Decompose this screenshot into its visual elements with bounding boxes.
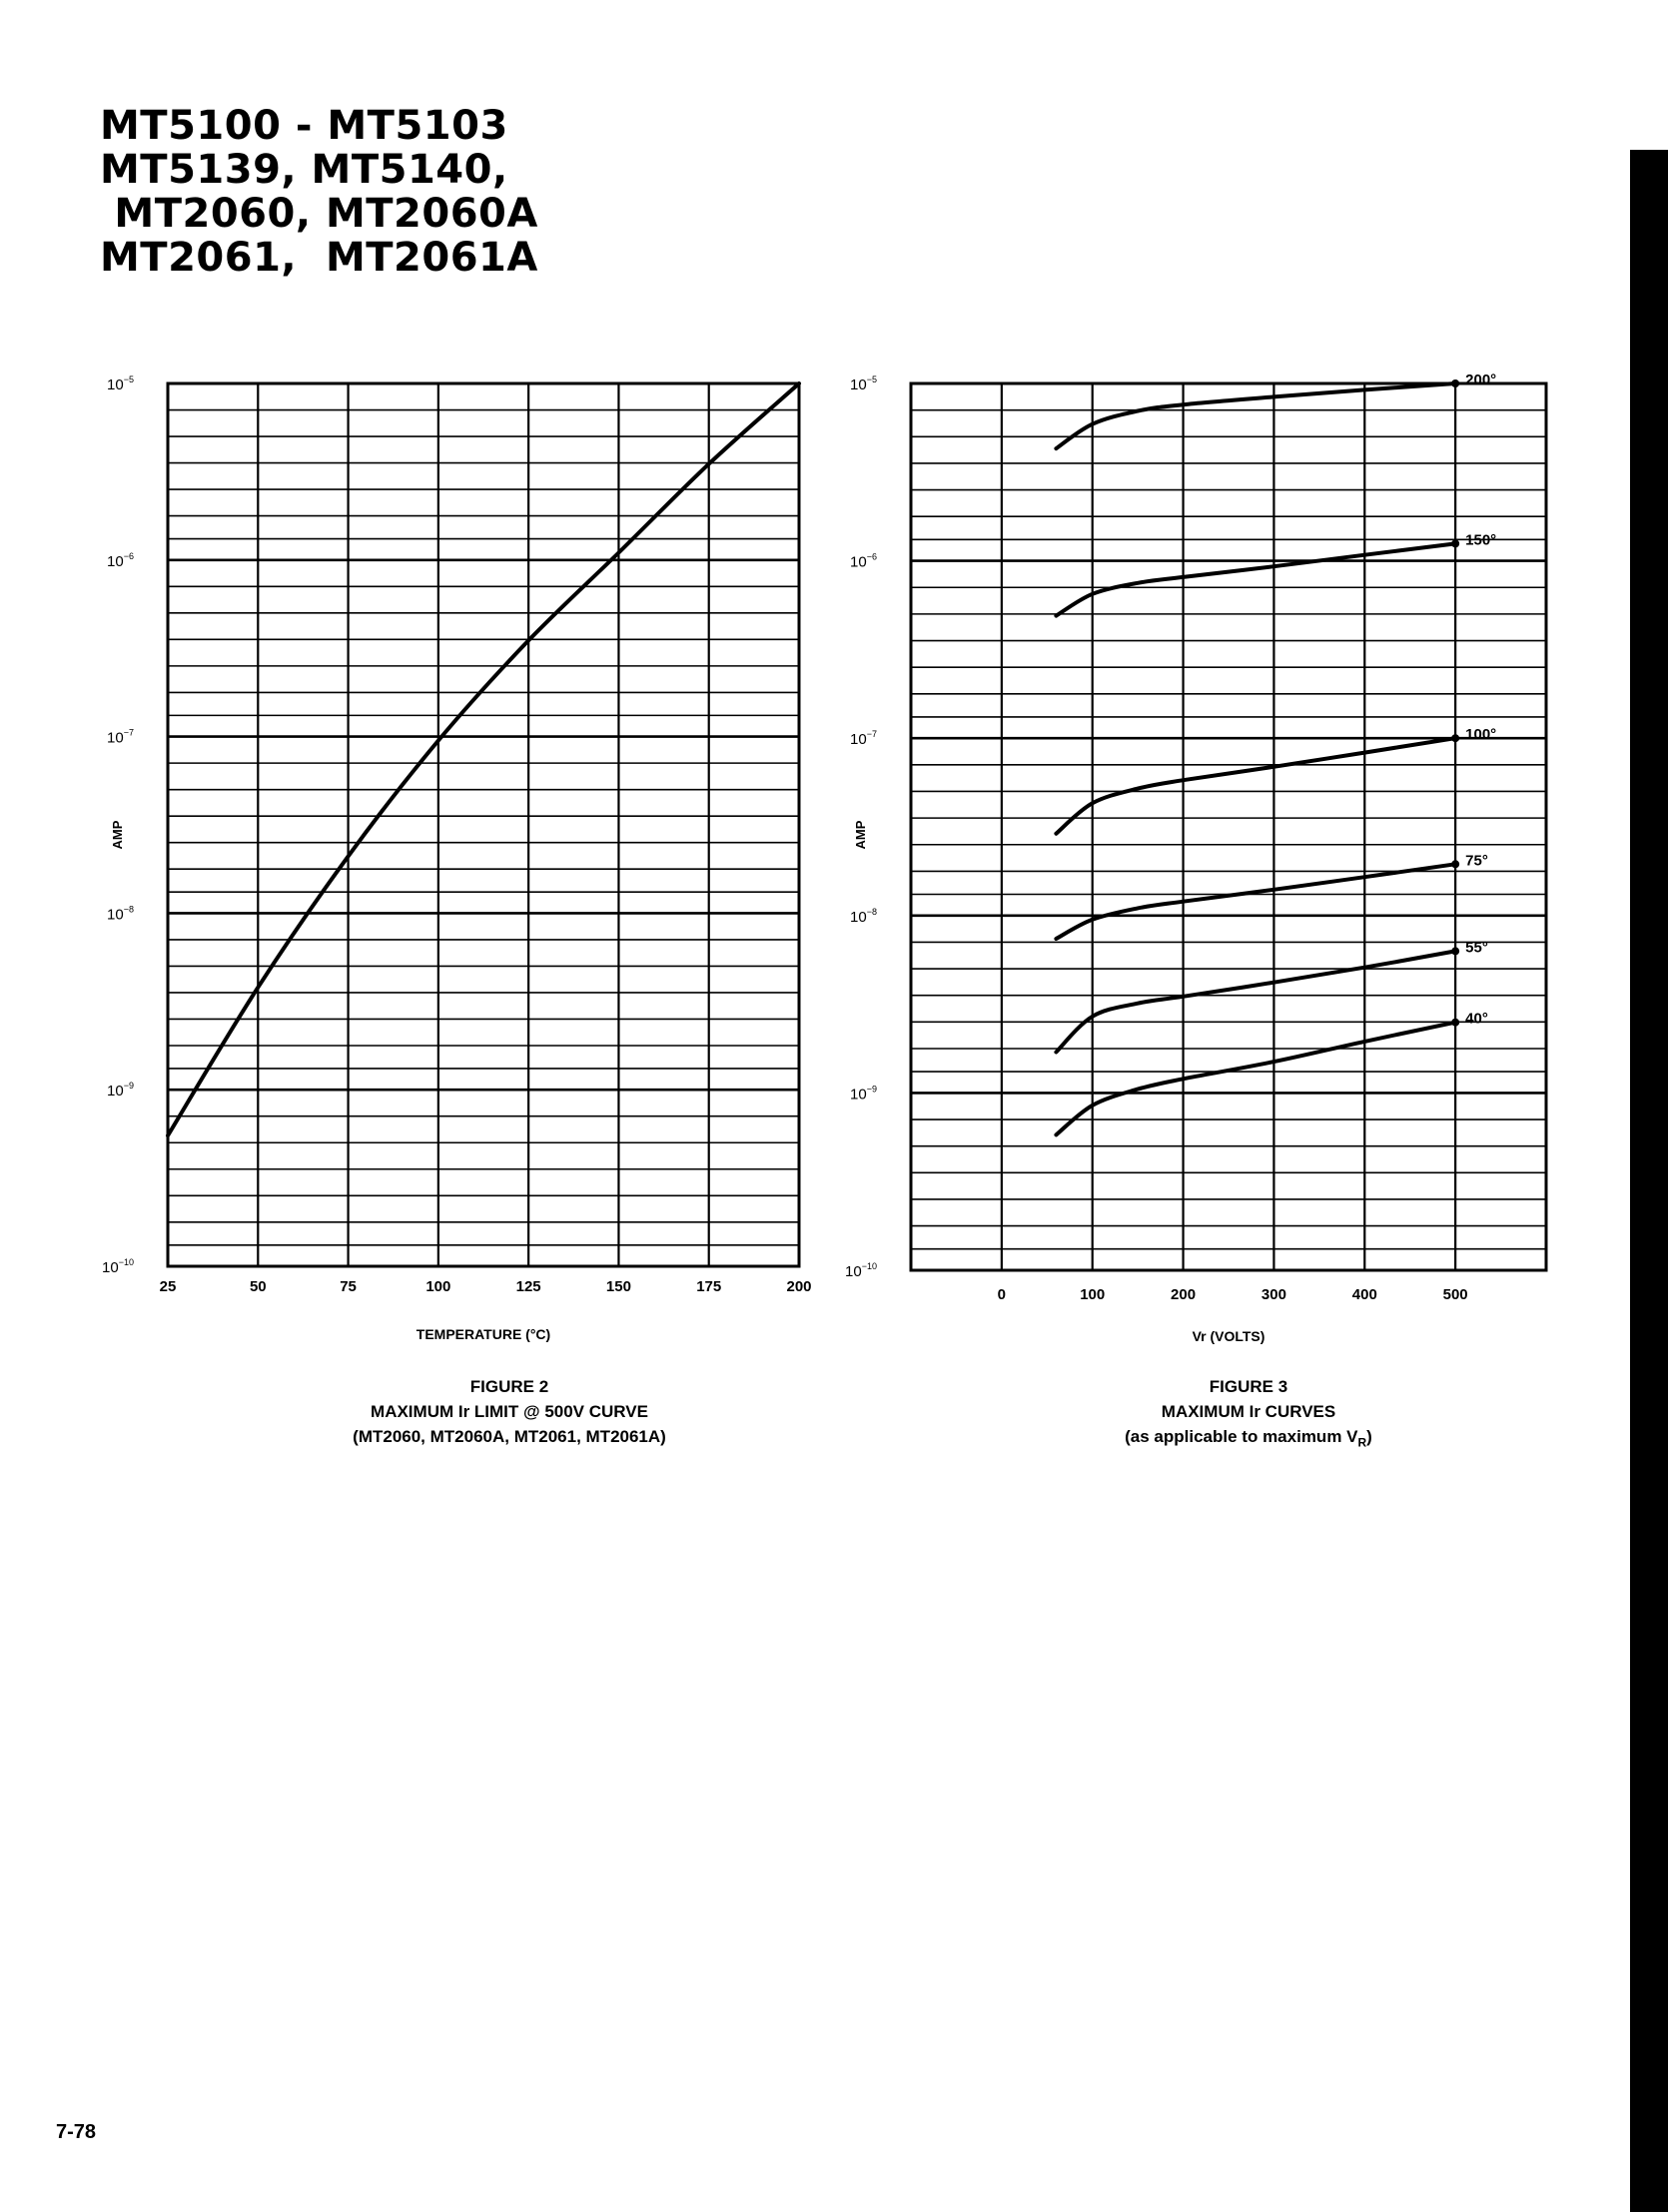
series-line-40c (1056, 1023, 1455, 1135)
y-tick-label: $10^{-6}$ (850, 551, 877, 571)
y-tick-label: $10^{-8}$ (107, 904, 134, 924)
page-number: 7-78 (56, 2121, 97, 2143)
y-tick-label: $10^{-7}$ (107, 727, 134, 747)
y-axis-label: AMP (110, 820, 125, 850)
x-tick-label: 200 (786, 1278, 812, 1295)
figure-2-title: MAXIMUM Ir LIMIT @ 500V CURVE (371, 1402, 648, 1421)
x-tick-label: 100 (1080, 1286, 1106, 1303)
figure-2-note: (MT2060, MT2060A, MT2061, MT2061A) (353, 1427, 666, 1446)
x-tick-label: 25 (159, 1278, 177, 1295)
series-line-100c (1056, 738, 1455, 834)
series-end-dot (1451, 379, 1459, 387)
x-tick-label: 75 (340, 1278, 357, 1295)
x-tick-label: 300 (1260, 1286, 1286, 1303)
series-line-200c (1056, 383, 1455, 448)
y-tick-label: $10^{-7}$ (850, 729, 877, 749)
series-label: 55° (1465, 939, 1488, 957)
figure-3-number: FIGURE 3 (1209, 1377, 1288, 1396)
figure-3-title: MAXIMUM Ir CURVES (1161, 1402, 1336, 1421)
title-line-1: MT5100 - MT5103 (100, 103, 508, 149)
x-axis-label: Vr (VOLTS) (1192, 1328, 1265, 1344)
x-tick-label: 50 (249, 1278, 267, 1295)
series-label: 100° (1465, 726, 1497, 744)
series-line-75c (1056, 864, 1455, 939)
x-tick-label: 500 (1442, 1286, 1468, 1303)
x-tick-label: 175 (696, 1278, 722, 1295)
x-axis-label: TEMPERATURE (°C) (416, 1326, 551, 1342)
series-end-dot (1451, 947, 1459, 955)
x-tick-label: 125 (515, 1278, 541, 1295)
series-label: 150° (1465, 531, 1497, 549)
series-label: 75° (1465, 852, 1488, 870)
title-line-2: MT5139, MT5140, (100, 147, 508, 193)
x-tick-label: 0 (997, 1286, 1007, 1303)
figure-3-caption (969, 1374, 1528, 1455)
y-tick-label: $10^{-6}$ (107, 550, 134, 570)
x-tick-label: 150 (605, 1278, 631, 1295)
x-tick-label: 200 (1171, 1286, 1197, 1303)
series-label: 40° (1465, 1010, 1488, 1028)
y-axis-label: AMP (853, 820, 868, 850)
scan-edge-bar (1630, 150, 1668, 2212)
series-line-150c (1056, 543, 1455, 615)
x-tick-label: 400 (1351, 1286, 1377, 1303)
title-line-3: MT2060, MT2060A (100, 191, 538, 237)
y-tick-label: $10^{-9}$ (107, 1081, 134, 1101)
series-end-dot (1451, 1019, 1459, 1027)
series-line-0 (168, 383, 799, 1135)
y-tick-label: $10^{-10}$ (102, 1257, 134, 1276)
series-end-dot (1451, 539, 1459, 547)
y-tick-label: $10^{-8}$ (850, 906, 877, 926)
title-line-4: MT2061, MT2061A (100, 235, 538, 281)
y-tick-label: $10^{-9}$ (850, 1084, 877, 1104)
y-tick-label: $10^{-5}$ (850, 374, 877, 393)
y-tick-label: $10^{-10}$ (845, 1261, 877, 1280)
series-end-dot (1451, 734, 1459, 742)
x-tick-label: 100 (425, 1278, 451, 1295)
series-label: 200° (1465, 371, 1497, 388)
figure-2-number: FIGURE 2 (469, 1377, 549, 1396)
figure-3-note: (as applicable to maximum $V_R$) (1125, 1427, 1372, 1450)
figure-2-caption (230, 1374, 789, 1449)
series-end-dot (1451, 860, 1459, 868)
y-tick-label: $10^{-5}$ (107, 374, 134, 393)
